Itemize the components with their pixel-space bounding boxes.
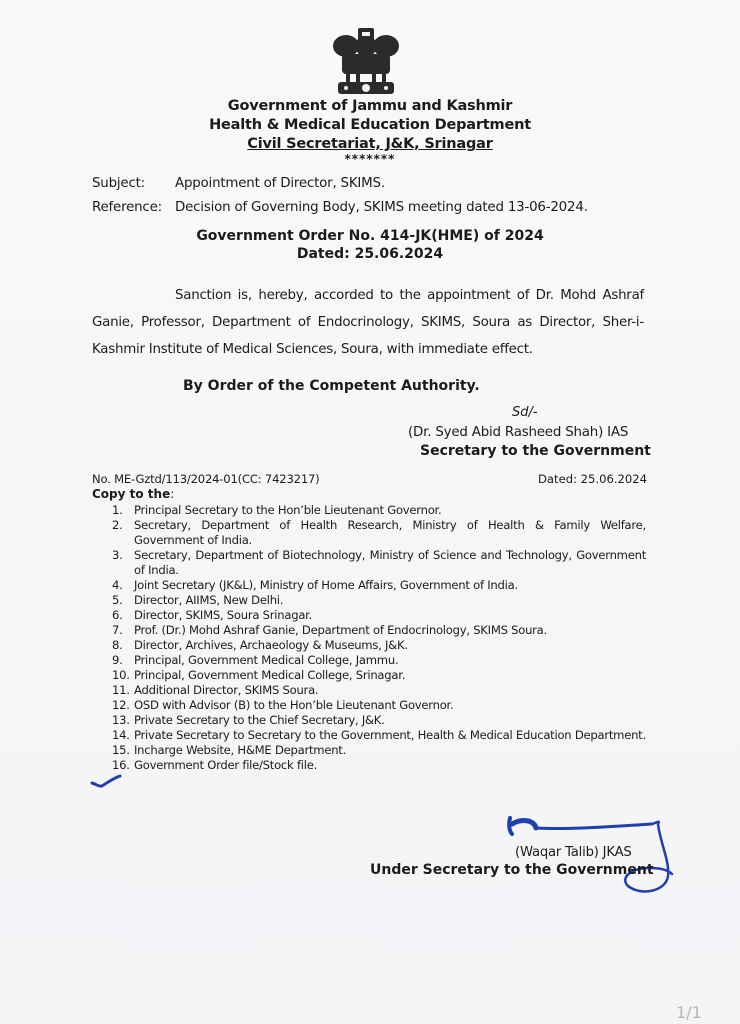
copy-to-label	[92, 487, 174, 501]
subject-label: Subject:	[92, 176, 145, 191]
endorsement-date: Dated: 25.06.2024	[538, 472, 648, 486]
copy-to-colon: :	[170, 487, 175, 501]
list-item	[112, 698, 646, 713]
list-item	[112, 668, 646, 683]
signed-mark: Sd/-	[512, 405, 538, 420]
order-body: Sanction is, hereby, accorded to the appointment of Dr. Mohd Ashraf Ganie, Professor, Department of Endocrinology, SKIMS, Soura as Director, Sher-i-Kashmir Institute of Medical Sciences, Soura, with immediate effect.	[92, 288, 644, 357]
list-item-text: Private Secretary to Secretary to the Government, Health & Medical Education Department.	[134, 728, 646, 742]
list-item	[112, 743, 646, 758]
list-item	[112, 713, 646, 728]
list-item-number: 8.	[112, 638, 123, 652]
endorsement-number: No. ME-Gztd/113/2024-01(CC: 7423217)	[92, 472, 320, 486]
list-item-number: 1.	[112, 503, 123, 517]
list-item	[112, 548, 646, 578]
list-item-text: Director, SKIMS, Soura Srinagar.	[134, 608, 313, 622]
signatory-name: (Dr. Syed Abid Rasheed Shah) IAS	[408, 425, 629, 440]
list-item-text: Additional Director, SKIMS Soura.	[134, 683, 319, 697]
reference-value: Decision of Governing Body, SKIMS meeting dated 13-06-2024.	[175, 200, 588, 215]
list-item-number: 5.	[112, 593, 123, 607]
list-item-number: 7.	[112, 623, 123, 637]
list-item-text: Joint Secretary (JK&L), Ministry of Home Affairs, Government of India.	[134, 578, 518, 592]
list-item-number: 14.	[112, 728, 130, 742]
list-item-number: 10.	[112, 668, 130, 682]
list-item	[112, 593, 646, 608]
list-item-text: Director, AIIMS, New Delhi.	[134, 593, 284, 607]
list-item	[112, 638, 646, 653]
list-item-text: Incharge Website, H&ME Department.	[134, 743, 347, 757]
list-item-number: 16.	[112, 758, 130, 772]
header-separator: *******	[344, 152, 396, 166]
list-item	[112, 623, 646, 638]
list-item-number: 11.	[112, 683, 130, 697]
subject-line	[92, 176, 385, 191]
header-address: Civil Secretariat, J&K, Srinagar	[247, 136, 493, 152]
list-item-text: Principal, Government Medical College, Srinagar.	[134, 668, 406, 682]
list-item-number: 13.	[112, 713, 130, 727]
list-item-number: 6.	[112, 608, 123, 622]
under-secretary-name: (Waqar Talib) JKAS	[515, 845, 632, 860]
list-item	[112, 608, 646, 623]
list-item	[112, 758, 646, 773]
copy-to-text: Copy to the	[92, 487, 171, 501]
list-item-text: Director, Archives, Archaeology & Museums, J&K.	[134, 638, 408, 652]
list-item	[112, 503, 646, 518]
list-item-number: 3.	[112, 548, 123, 562]
order-title: Government Order No. 414-JK(HME) of 2024	[196, 228, 544, 244]
list-item-number: 9.	[112, 653, 123, 667]
copy-list	[112, 503, 646, 773]
list-item	[112, 653, 646, 668]
subject-value: Appointment of Director, SKIMS.	[175, 176, 385, 191]
state-emblem-icon	[328, 26, 404, 98]
list-item	[112, 728, 646, 743]
header-government: Government of Jammu and Kashmir	[227, 98, 513, 114]
list-item-number: 4.	[112, 578, 123, 592]
by-order-line: By Order of the Competent Authority.	[183, 378, 480, 394]
list-item	[112, 518, 646, 548]
reference-label: Reference:	[92, 200, 162, 215]
list-item	[112, 578, 646, 593]
list-item-text: Private Secretary to the Chief Secretary, J&K.	[134, 713, 385, 727]
list-item-number: 12.	[112, 698, 130, 712]
reference-line	[92, 200, 588, 215]
page-indicator: 1/1	[676, 1003, 702, 1022]
signatory-title: Secretary to the Government	[420, 443, 651, 459]
under-secretary-title: Under Secretary to the Government	[370, 862, 654, 878]
header-department: Health & Medical Education Department	[209, 117, 531, 133]
ink-checkmark-icon	[90, 770, 136, 790]
list-item-number: 2.	[112, 518, 123, 532]
order-date: Dated: 25.06.2024	[296, 246, 444, 262]
list-item	[112, 683, 646, 698]
list-item-text: OSD with Advisor (B) to the Hon’ble Lieutenant Governor.	[134, 698, 454, 712]
list-item-text: Principal, Government Medical College, Jammu.	[134, 653, 399, 667]
list-item-text: Secretary, Department of Health Research, Ministry of Health & Family Welfare, Government of India.	[134, 518, 646, 547]
list-item-text: Prof. (Dr.) Mohd Ashraf Ganie, Department of Endocrinology, SKIMS Soura.	[134, 623, 547, 637]
list-item-text: Government Order file/Stock file.	[134, 758, 318, 772]
list-item-text: Principal Secretary to the Hon’ble Lieutenant Governor.	[134, 503, 442, 517]
list-item-text: Secretary, Department of Biotechnology, Ministry of Science and Technology, Government of India.	[134, 548, 646, 577]
list-item-number: 15.	[112, 743, 130, 757]
